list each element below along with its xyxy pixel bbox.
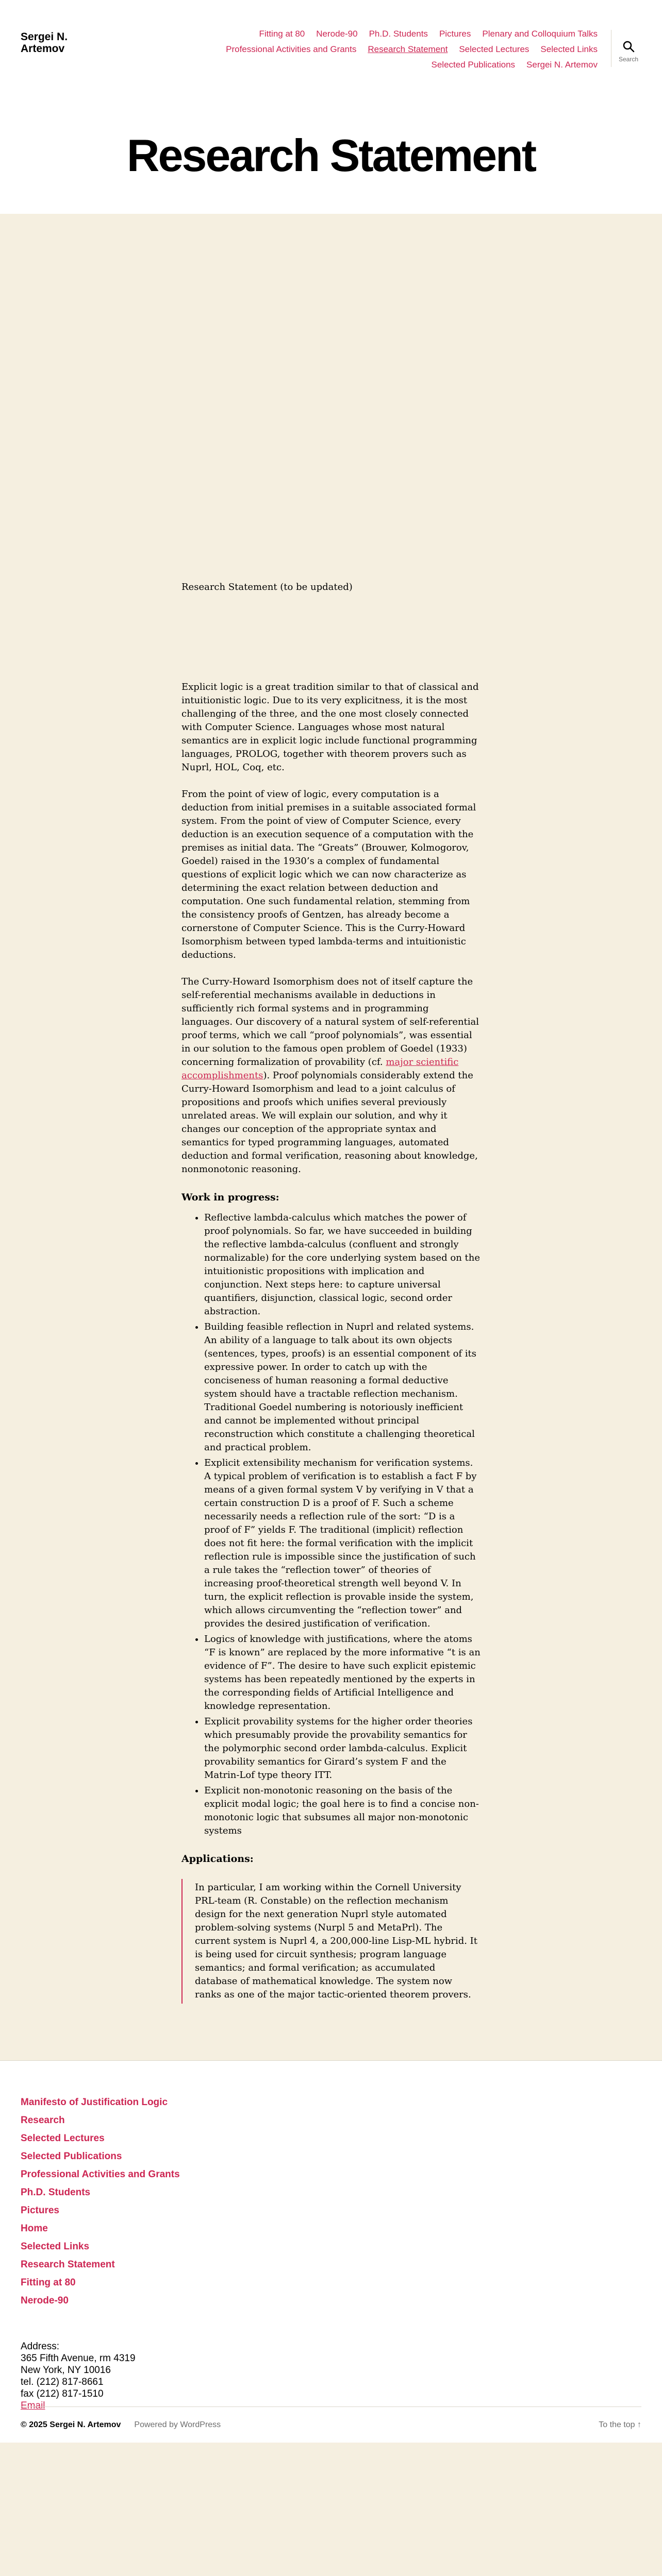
footer-link-phd-students[interactable]: Ph.D. Students bbox=[21, 2187, 91, 2198]
footer-menu-item bbox=[21, 2168, 641, 2181]
footer-link-professional-activities[interactable]: Professional Activities and Grants bbox=[21, 2169, 180, 2180]
address-heading: Address: bbox=[21, 2341, 59, 2352]
list-item: • Building feasible reflection in Nuprl and related systems. An ability of a language to talk about its own objects (sentences, types, proofs) is an essential component of its expressive power. In order to catch up with the conciseness of human reasoning a formal deductive system should have a tractable reflection mechanism. Traditional Goedel numbering is notoriously inefficient and cannot be implemented without principal reconstruction which constitute a challenging theoretical and practical problem. bbox=[204, 1320, 481, 1454]
applications-quote bbox=[181, 1879, 481, 2004]
footer-menu-item bbox=[21, 2150, 641, 2163]
footer-menu-item bbox=[21, 2186, 641, 2199]
powered-by-link[interactable]: Powered by WordPress bbox=[134, 2420, 221, 2429]
footer-link-manifesto[interactable]: Manifesto of Justification Logic bbox=[21, 2097, 168, 2108]
intro-text: Research Statement (to be updated) bbox=[181, 582, 353, 592]
footer-menu-item bbox=[21, 2276, 641, 2290]
footer-address bbox=[21, 2341, 641, 2412]
page-title: Research Statement bbox=[126, 130, 536, 181]
site-header bbox=[0, 0, 662, 70]
site-footer bbox=[0, 2060, 662, 2443]
nav-item-pictures[interactable]: Pictures bbox=[439, 29, 471, 39]
footer-link-research-statement[interactable]: Research Statement bbox=[21, 2259, 115, 2270]
footer-menu-item bbox=[21, 2096, 641, 2109]
search-label: Search bbox=[618, 56, 639, 63]
paragraph-curry-howard bbox=[181, 975, 481, 1176]
footer-menu-item bbox=[21, 2258, 641, 2272]
footer-menu-item bbox=[21, 2222, 641, 2235]
quote-text: In particular, I am working within the Cornell University PRL-team (R. Constable) on the reflection mechanism design for the next generation Nuprl style automated problem-solving systems (Nurpl 5 and MetaPrl). The current system is Nuprl 4, a 200,000-line Lisp-ML hybrid. It is being used for circuit synthesis; program language semantics; and formal verification; as accumulated database of mathematical knowledge. The system now ranks as one of the major tactic-oriented theorem provers. bbox=[195, 1882, 478, 2000]
primary-nav bbox=[134, 27, 598, 72]
nav-item-sergei-artemov[interactable]: Sergei N. Artemov bbox=[526, 60, 598, 70]
nav-item-professional-activities[interactable]: Professional Activities and Grants bbox=[226, 44, 357, 54]
entry-content bbox=[181, 214, 481, 2060]
footer-link-selected-links[interactable]: Selected Links bbox=[21, 2241, 90, 2252]
nav-item-selected-publications[interactable]: Selected Publications bbox=[431, 60, 516, 70]
copyright[interactable]: © 2025 Sergei N. Artemov bbox=[21, 2420, 121, 2429]
footer-link-research[interactable]: Research bbox=[21, 2115, 65, 2126]
nav-item-selected-links[interactable]: Selected Links bbox=[540, 44, 598, 54]
footer-menu bbox=[21, 2096, 641, 2308]
footer-menu-item bbox=[21, 2204, 641, 2217]
to-top-link[interactable]: To the top ↑ bbox=[599, 2420, 641, 2429]
list-item: • Explicit provability systems for the higher order theories which presumably provide the provability semantics for the polymorphic second order lambda-calculus. Explicit provability semantics for Girard’s system F and the Matrin-Lof type theory ITT. bbox=[204, 1715, 481, 1782]
footer-menu-item bbox=[21, 2132, 641, 2145]
list-item: • Logics of knowledge with justifications, where the atoms “F is known” are replaced by the more informative “t is an evidence of F”. The desire to have such explicit epistemic systems has been repeatedly mentioned by the experts in the corresponding fields of Artificial Intelligence and knowledge representation. bbox=[204, 1633, 481, 1713]
footer-menu-item bbox=[21, 2114, 641, 2127]
footer-link-fitting-at-80[interactable]: Fitting at 80 bbox=[21, 2277, 76, 2288]
footer-menu-item bbox=[21, 2240, 641, 2253]
paragraph-text: ). Proof polynomials considerably extend the Curry-Howard Isomorphism and lead to a joint calculus of propositions and proofs which unifies several previously unrelated areas. We will explain our solution, and why it changes our conception of the appropriate syntax and semantics for typed programming languages, automated deduction and formal verification, reasoning about knowledge, nonmonotonic reasoning. bbox=[181, 1070, 478, 1175]
paragraph-text: The Curry-Howard Isomorphism does not of itself capture the self-referential mechanisms available in deductions in sufficiently rich formal systems and in programming languages. Our discovery of a natural system of self-referential proof terms, which we call “proof polynomials”, was essential in our solution to the famous open problem of Goedel (1933) concerning formalization of provability (cf. bbox=[181, 976, 479, 1067]
footer-link-selected-lectures[interactable]: Selected Lectures bbox=[21, 2133, 105, 2144]
paragraph-computation-deduction: From the point of view of logic, every computation is a deduction from initial premises in a suitable associated formal system. From the point of view of Computer Science, every deduction is an execution sequence of a computation with the premises as initial data. The “Greats” (Brouwer, Kolmogorov, Goedel) raised in the 1930’s a complex of fundamental questions of explicit logic which we can now characterize as determining the exact relation between deduction and computation. One such fundamental relation, stemming from the consistency proofs of Gentzen, has already become a cornerstone of Computer Science. This is the Curry-Howard Isomorphism between typed lambda-terms and intuitionistic deductions. bbox=[181, 789, 476, 960]
email-link[interactable]: Email bbox=[21, 2400, 45, 2411]
nav-item-research-statement[interactable]: Research Statement bbox=[368, 44, 448, 54]
address-line: 365 Fifth Avenue, rm 4319 bbox=[21, 2353, 136, 2364]
address-line: New York, NY 10016 bbox=[21, 2365, 111, 2376]
footer-bottom-bar bbox=[21, 2406, 641, 2443]
search-button[interactable] bbox=[616, 40, 641, 63]
page-hero bbox=[0, 58, 662, 214]
list-item: • Explicit non-monotonic reasoning on the basis of the explicit modal logic; the goal here is to find a concise non-monotonic logic that subsumes all major non-monotonic systems bbox=[204, 1784, 481, 1838]
footer-link-pictures[interactable]: Pictures bbox=[21, 2205, 59, 2216]
fax-number: fax (212) 817-1510 bbox=[21, 2388, 104, 2399]
applications-heading: Applications: bbox=[181, 1853, 254, 1865]
content-spacer bbox=[181, 2004, 481, 2060]
footer-menu-item bbox=[21, 2294, 641, 2308]
list-item: • Reflective lambda-calculus which matches the power of proof polynomials. So far, we have succeeded in building the reflective lambda-calculus (confluent and strongly normalizable) for the core underlying system based on the intuitionistic propositions with implication and conjunction. Next steps here: to capture universal quantifiers, disjunction, classical logic, second order abstraction. bbox=[204, 1211, 481, 1318]
phone-number: tel. (212) 817-8661 bbox=[21, 2377, 104, 2387]
site-title[interactable]: Sergei N. Artemov bbox=[21, 31, 68, 55]
nav-item-nerode-90[interactable]: Nerode-90 bbox=[316, 29, 358, 39]
footer-link-home[interactable]: Home bbox=[21, 2223, 48, 2234]
search-icon bbox=[616, 40, 641, 53]
paragraph-explicit-logic: Explicit logic is a great tradition similar to that of classical and intuitionistic logic. Due to its very explicitness, it is the most challenging of the three, and the one most closely connected with Computer Science. Languages whose most natural semantics are in explicit logic include functional programming languages, PROLOG, together with theorem provers such as Nuprl, HOL, Coq, etc. bbox=[181, 682, 479, 773]
nav-item-selected-lectures[interactable]: Selected Lectures bbox=[459, 44, 529, 54]
nav-item-phd-students[interactable]: Ph.D. Students bbox=[369, 29, 428, 39]
footer-link-nerode-90[interactable]: Nerode-90 bbox=[21, 2295, 69, 2306]
accomplishments-link[interactable]: major scientific accomplishments bbox=[181, 1057, 459, 1081]
nav-item-fitting-at-80[interactable]: Fitting at 80 bbox=[259, 29, 305, 39]
work-in-progress-list bbox=[181, 1211, 481, 1838]
nav-item-plenary-talks[interactable]: Plenary and Colloquium Talks bbox=[482, 29, 598, 39]
footer-link-selected-publications[interactable]: Selected Publications bbox=[21, 2151, 122, 2162]
work-in-progress-heading: Work in progress: bbox=[181, 1192, 279, 1203]
list-item: • Explicit extensibility mechanism for verification systems. A typical problem of verification is to establish a fact F by means of a given formal system V by verifying in V that a certain construction D is a proof of F. Such a scheme necessarily needs a reflection rule of the sort: “D is a proof of F” yields F. The traditional (implicit) reflection does not fit here: the formal verification with the implicit reflection rule is impossible since the justification of such a rule takes the “reflection tower” of theories of increasing proof-theoretical strength well beyond V. In turn, the explicit reflection is provable inside the system, which allows circumventing the “reflection tower” and provides the desired justification of verification. bbox=[204, 1456, 481, 1631]
